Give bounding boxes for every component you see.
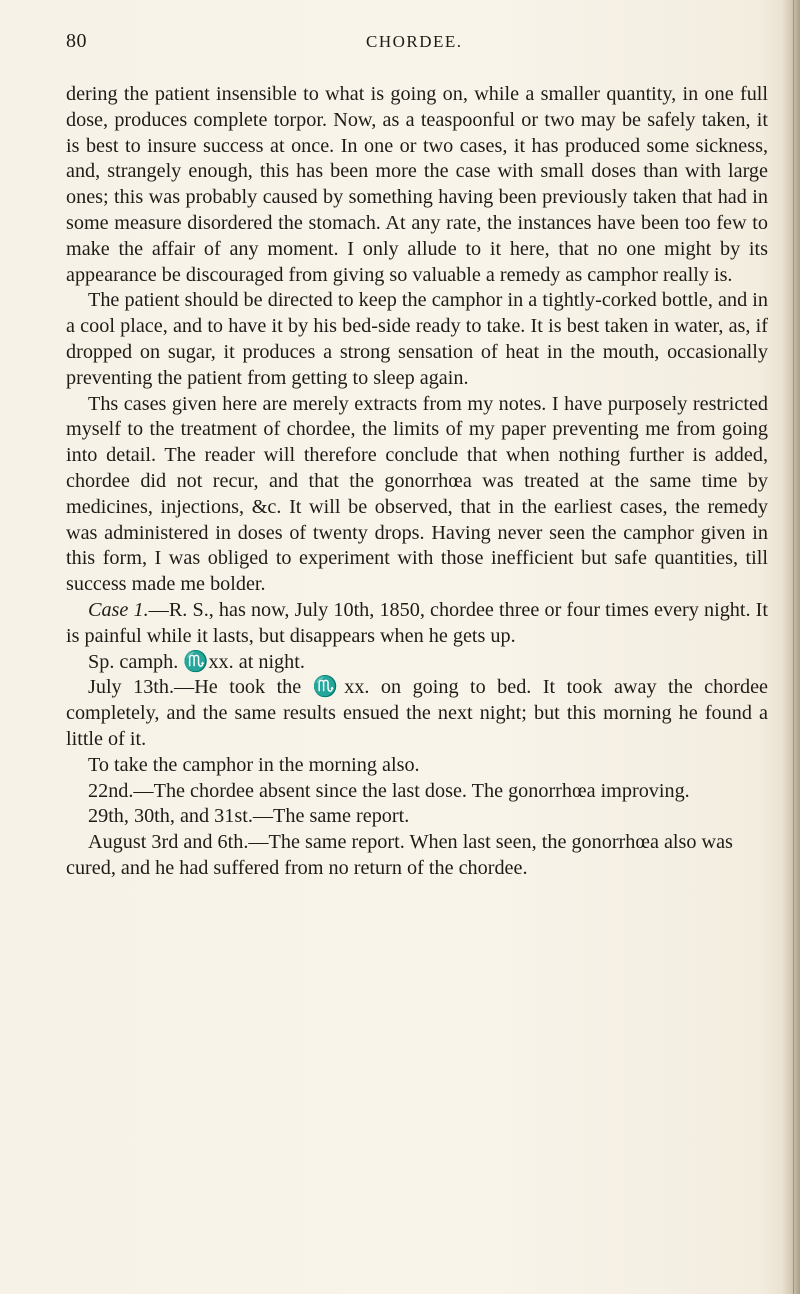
paragraph: 22nd.—The chordee absent since the last dose. The gonorrhœa improving. [88,779,690,802]
prescription-line: Sp. camph. ♏xx. at night. [88,650,305,673]
paragraph: Ths cases given here are merely extracts from my notes. I have purposely restricted myself to the treatment of chordee, the limits of my paper preventing me from going into detail. The reader will therefore conclude that when nothing further is added, chordee did not recur, and that the gonorrhœa was treated at the same time by medicines, injections, &c. It will be observed, that in the earliest cases, the remedy was administered in doses of twenty drops. Having never seen the camphor given in this form, I was obliged to experiment with those inefficient but safe quantities, till success made me bolder. [66,392,768,596]
page-edge-line [793,0,794,1294]
case-label: Case 1. [88,598,149,621]
case-text: —R. S., has now, July 10th, 1850, chordee three or four times every night. It is painful while it lasts, but disappears when he gets up. [66,598,769,647]
paragraph: August 3rd and 6th.—The same report. When last seen, the gonorrhœa also was cured, and he had suffered from no return of the chordee. [66,831,733,879]
running-head: CHORDEE. [366,32,463,51]
paragraph: To take the camphor in the morning also. [88,753,420,776]
paragraph: The patient should be directed to keep the camphor in a tightly-corked bottle, and in a cool place, and to have it by his bed-side ready to take. It is best taken in water, as, if dropped on sugar, it produces a strong sensation of heat in the mouth, occasionally preventing the patient from getting to sleep again. [66,289,768,389]
page-header [66,30,766,54]
case-paragraph [66,598,768,650]
paragraph: July 13th.—He took the ♏xx. on going to bed. It took away the chordee completely, and the same results ensued the next night; but this morning he found a little of it. [66,676,768,750]
page-edge-shadow [782,0,800,1294]
page-number: 80 [66,30,87,52]
body-text [66,82,768,882]
paragraph: 29th, 30th, and 31st.—The same report. [88,805,410,828]
paragraph: dering the patient insensible to what is going on, while a smaller quantity, in one full dose, produces complete torpor. Now, as a teaspoonful or two may be safely taken, it is best to insure success at once. In one or two cases, it has produced some sickness, and, strangely enough, this has been more the case with small doses than with large ones; this was probably caused by something having been previously taken that had in some measure disordered the stomach. At any rate, the instances have been too few to make the affair of any moment. I only allude to it here, that no one might by its appearance be discouraged from giving so valuable a remedy as camphor really is. [66,83,768,286]
